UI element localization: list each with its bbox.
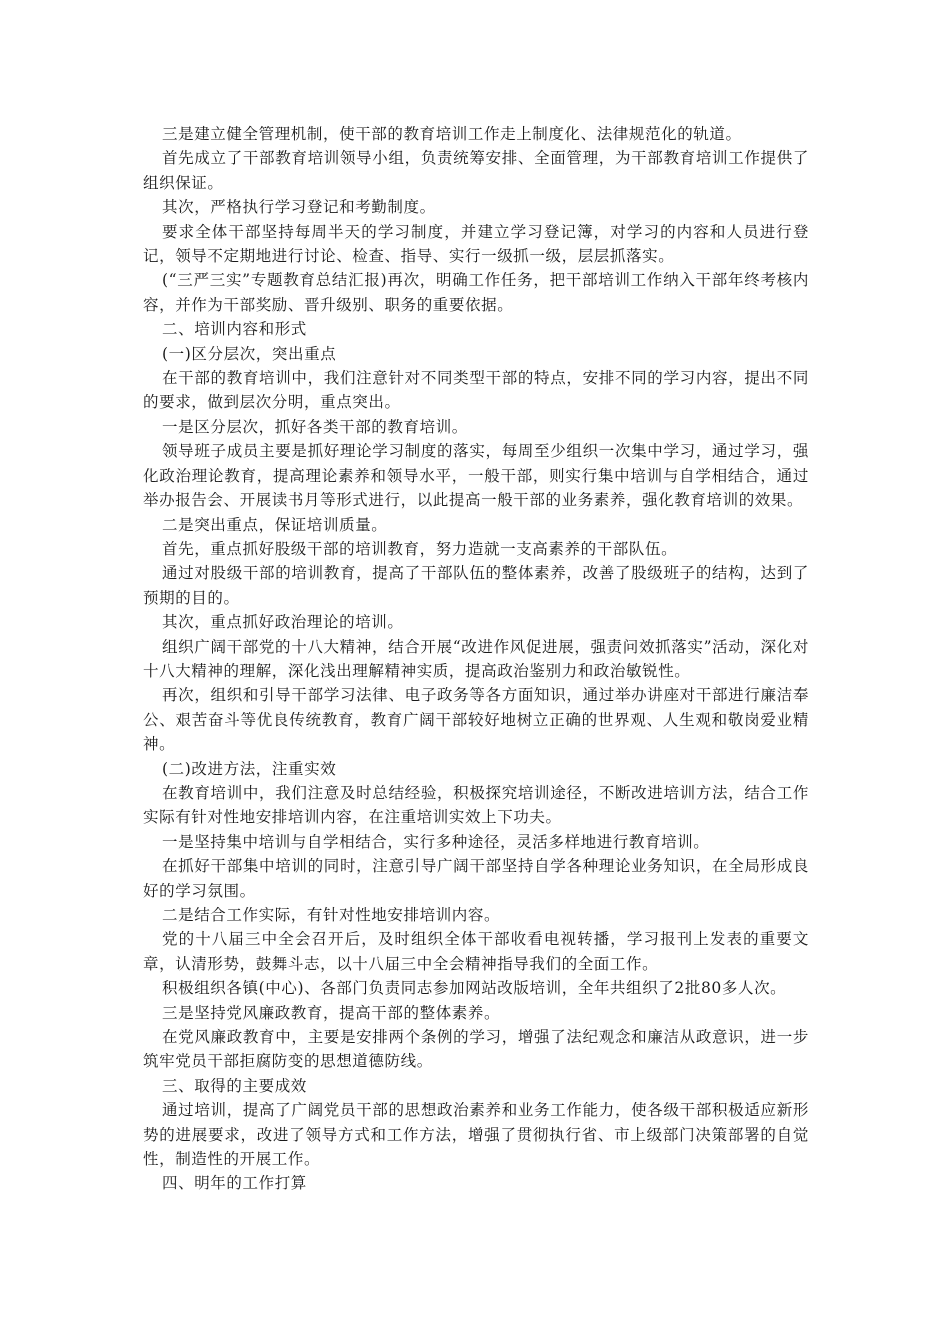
subsection-heading: (一)区分层次，突出重点 <box>162 344 337 363</box>
paragraph: 通过培训，提高了广阔党员干部的思想政治素养和业务工作能力，使各级干部积极适应新形势的进展要求，改进了领导方式和工作方法，增强了贯彻执行省、市上级部门决策部署的自觉性，制造性的开展工作。 <box>143 1101 809 1169</box>
paragraph: 在干部的教育培训中，我们注意针对不同类型干部的特点，安排不同的学习内容，提出不同的要求，做到层次分明，重点突出。 <box>143 369 809 412</box>
paragraph: (“三严三实”专题教育总结汇报)再次，明确工作任务，把干部培训工作纳入干部年终考核内容，并作为干部奖励、晋升级别、职务的重要依据。 <box>143 271 809 314</box>
paragraph: 在教育培训中，我们注意及时总结经验，积极探究培训途径，不断改进培训方法，结合工作实际有针对性地安排培训内容，在注重培训实效上下功夫。 <box>143 783 809 827</box>
paragraph: 再次，组织和引导干部学习法律、电子政务等各方面知识，通过举办讲座对干部进行廉洁奉公、艰苦奋斗等优良传统教育，教育广阔干部较好地树立正确的世界观、人生观和敬岗爱业精神。 <box>143 686 809 754</box>
paragraph: 党的十八届三中全会召开后，及时组织全体干部收看电视转播，学习报刊上发表的重要文章，认清形势，鼓舞斗志，以十八届三中全会精神指导我们的全面工作。 <box>143 930 809 973</box>
paragraph: 首先成立了干部教育培训领导小组，负责统筹安排、全面管理，为干部教育培训工作提供了组织保证。 <box>143 149 809 192</box>
paragraph: 组织广阔干部党的十八大精神，结合开展“改进作风促进展，强责问效抓落实”活动，深化对十八大精神的理解，深化浅出理解精神实质，提高政治鉴别力和政治敏锐性。 <box>143 637 809 680</box>
paragraph: 通过对股级干部的培训教育，提高了干部队伍的整体素养，改善了股级班子的结构，达到了预期的目的。 <box>143 564 809 607</box>
paragraph: 领导班子成员主要是抓好理论学习制度的落实，每周至少组织一次集中学习，通过学习，强化政治理论教育，提高理论素养和领导水平，一般干部，则实行集中培训与自学相结合，通过举办报告会、开展读书月等形式进行，以此提高一般干部的业务素养，强化教育培训的效果。 <box>143 442 809 510</box>
section-heading: 二、培训内容和形式 <box>162 320 307 339</box>
paragraph: 首先，重点抓好股级干部的培训教育，努力造就一支高素养的干部队伍。 <box>162 539 678 558</box>
paragraph: 要求全体干部坚持每周半天的学习制度，并建立学习登记簿，对学习的内容和人员进行登记，领导不定期地进行讨论、检查、指导、实行一级抓一级，层层抓落实。 <box>143 222 809 266</box>
paragraph: 二是结合工作实际，有针对性地安排培训内容。 <box>162 906 501 924</box>
paragraph: 三是建立健全管理机制，使干部的教育培训工作走上制度化、法律规范化的轨道。 <box>162 125 742 143</box>
paragraph: 在抓好干部集中培训的同时，注意引导广阔干部坚持自学各种理论业务知识，在全局形成良好的学习氛围。 <box>143 857 809 900</box>
section-heading: 四、明年的工作打算 <box>162 1174 307 1193</box>
section-heading: 三、取得的主要成效 <box>162 1076 307 1095</box>
paragraph: 二是突出重点，保证培训质量。 <box>162 515 388 534</box>
paragraph: 在党风廉政教育中，主要是安排两个条例的学习，增强了法纪观念和廉洁从政意识，进一步筑牢党员干部拒腐防变的思想道德防线。 <box>143 1028 809 1071</box>
paragraph: 积极组织各镇(中心)、各部门负责同志参加网站改版培训，全年共组织了2批80多人次。 <box>162 979 787 998</box>
paragraph: 其次，重点抓好政治理论的培训。 <box>162 613 404 632</box>
paragraph: 一是区分层次，抓好各类干部的教育培训。 <box>162 417 468 436</box>
paragraph: 其次，严格执行学习登记和考勤制度。 <box>162 198 436 217</box>
subsection-heading: (二)改进方法，注重实效 <box>162 759 337 778</box>
document-body <box>143 122 809 1196</box>
paragraph: 三是坚持党风廉政教育，提高干部的整体素养。 <box>162 1003 501 1022</box>
paragraph: 一是坚持集中培训与自学相结合，实行多种途径，灵活多样地进行教育培训。 <box>162 832 710 851</box>
